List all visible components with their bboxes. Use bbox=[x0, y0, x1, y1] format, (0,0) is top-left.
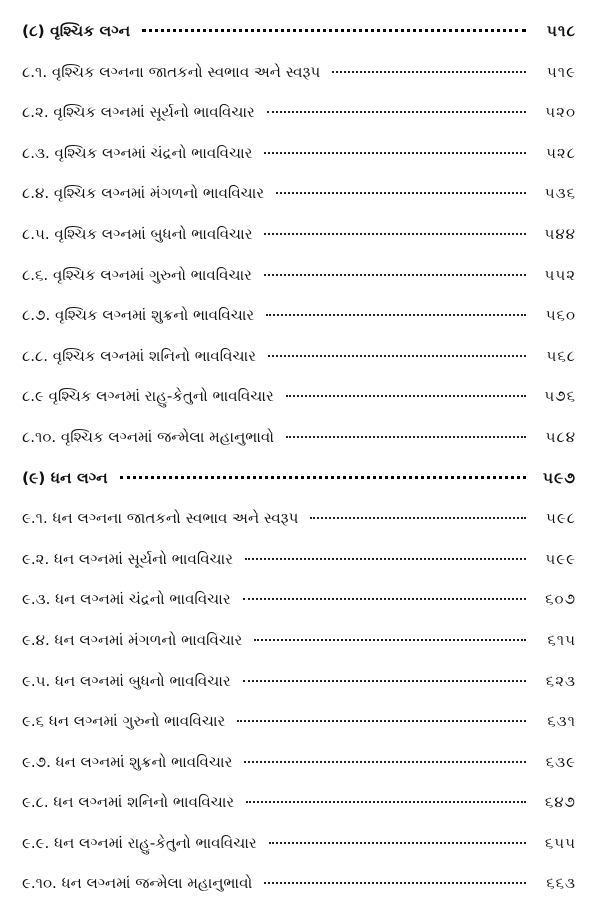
toc-entry bbox=[22, 266, 576, 307]
toc-entry-label: ૮.૩. વૃશ્ચિક લગ્નમાં ચંદ્રનો ભાવવિચાર bbox=[22, 143, 253, 162]
toc-entry-page-number: ૫૯૭ bbox=[542, 468, 576, 487]
toc-entry-page-number: ૫૩૬ bbox=[544, 184, 576, 203]
dot-leader bbox=[142, 29, 526, 32]
toc-entry-label: ૮.૪. વૃશ્ચિક લગ્નમાં મંગળનો ભાવવિચાર bbox=[22, 184, 265, 203]
toc-section-heading bbox=[22, 22, 576, 63]
toc-entry-page-number: ૬૩૯ bbox=[545, 752, 576, 771]
dot-leader bbox=[266, 314, 526, 316]
toc-entry-label: ૯.૩. ધન લગ્નમાં ચંદ્રનો ભાવવિચાર bbox=[22, 590, 231, 609]
toc-entry-label: ૯.૧. ધન લગ્નના જાતકનો સ્વભાવ અને સ્વરૂપ bbox=[22, 509, 299, 528]
toc-entry-page-number: ૫૬૮ bbox=[546, 346, 576, 365]
toc-entry-page-number: ૬૫૫ bbox=[544, 833, 576, 852]
toc-entry bbox=[22, 753, 576, 794]
toc-entry-label: ૯.૫. ધન લગ્નમાં બુધનો ભાવવિચાર bbox=[22, 671, 231, 690]
toc-entry-page-number: ૬૪૭ bbox=[544, 793, 576, 812]
toc-entry bbox=[22, 834, 576, 875]
toc-entry bbox=[22, 793, 576, 834]
toc-entry-label: (૯) ધન લગ્ન bbox=[22, 468, 108, 487]
dot-leader bbox=[269, 842, 526, 844]
toc-entry-page-number: ૬૨૩ bbox=[545, 671, 576, 690]
toc-entry-page-number: ૫૯૯ bbox=[545, 549, 576, 568]
toc-entry-label: ૮.૯ વૃશ્ચિક લગ્નમાં રાહુ-કેતુનો ભાવવિચાર bbox=[22, 387, 274, 406]
dot-leader bbox=[264, 274, 526, 276]
toc-entry-page-number: ૫૪૪ bbox=[544, 224, 576, 243]
dot-leader bbox=[246, 801, 526, 803]
dot-leader bbox=[276, 192, 526, 194]
toc-entry bbox=[22, 103, 576, 144]
toc-section-heading bbox=[22, 469, 576, 510]
dot-leader bbox=[254, 639, 526, 641]
toc-entry-page-number: ૫૨૮ bbox=[546, 143, 576, 162]
toc-entry bbox=[22, 874, 576, 915]
toc-entry bbox=[22, 347, 576, 388]
dot-leader bbox=[332, 71, 526, 73]
dot-leader bbox=[244, 761, 526, 763]
toc-entry-page-number: ૫૧૮ bbox=[546, 22, 576, 40]
dot-leader bbox=[243, 680, 526, 682]
dot-leader bbox=[286, 436, 526, 438]
dot-leader bbox=[310, 517, 526, 519]
toc-entry-page-number: ૫૭૬ bbox=[544, 387, 576, 406]
toc-entry-page-number: ૫૫૨ bbox=[544, 265, 576, 284]
toc-entry-label: ૮.૨. વૃશ્ચિક લગ્નમાં સૂર્યનો ભાવવિચાર bbox=[22, 103, 255, 122]
toc-entry-label: ૯.૬ ધન લગ્નમાં ગુરુનો ભાવવિચાર bbox=[22, 712, 226, 731]
dot-leader bbox=[264, 152, 526, 154]
toc-entry-label: ૯.૨. ધન લગ્નમાં સૂર્યનો ભાવવિચાર bbox=[22, 549, 233, 568]
dot-leader bbox=[264, 882, 526, 884]
toc-entry bbox=[22, 63, 576, 104]
toc-entry-page-number: ૫૨૦ bbox=[545, 103, 576, 122]
toc-entry-page-number: ૬૬૩ bbox=[546, 874, 576, 893]
toc-entry bbox=[22, 144, 576, 185]
toc-entry-page-number: ૫૧૯ bbox=[546, 62, 576, 81]
toc-entry-page-number: ૬૦૭ bbox=[545, 590, 576, 609]
dot-leader bbox=[120, 476, 526, 479]
toc-entry bbox=[22, 631, 576, 672]
toc-entry bbox=[22, 225, 576, 266]
toc-entry-label: ૮.૬. વૃશ્ચિક લગ્નમાં ગુરુનો ભાવવિચાર bbox=[22, 265, 252, 284]
dot-leader bbox=[237, 720, 526, 722]
toc-entry bbox=[22, 590, 576, 631]
toc-entry bbox=[22, 387, 576, 428]
dot-leader bbox=[264, 233, 526, 235]
toc-entry-label: ૮.૧. વૃશ્ચિક લગ્નના જાતકનો સ્વભાવ અને સ્વરૂપ bbox=[22, 62, 321, 81]
toc-entry bbox=[22, 184, 576, 225]
toc-entry bbox=[22, 509, 576, 550]
toc-entry bbox=[22, 712, 576, 753]
toc-entry bbox=[22, 428, 576, 469]
dot-leader bbox=[245, 558, 526, 560]
toc-entry-label: ૮.૧૦. વૃશ્ચિક લગ્નમાં જન્મેલા મહાનુભાવો bbox=[22, 427, 275, 446]
toc-entry-label: (૮) વૃશ્ચિક લગ્ન bbox=[22, 22, 131, 40]
toc-entry-label: ૯.૧૦. ધન લગ્નમાં જન્મેલા મહાનુભાવો bbox=[22, 874, 253, 893]
toc-entry-page-number: ૫૬૦ bbox=[545, 306, 576, 325]
toc-entry-label: ૮.૫. વૃશ્ચિક લગ્નમાં બુધનો ભાવવિચાર bbox=[22, 224, 253, 243]
toc-entry bbox=[22, 306, 576, 347]
toc-entry-label: ૯.૪. ધન લગ્નમાં મંગળનો ભાવવિચાર bbox=[22, 630, 243, 649]
dot-leader bbox=[268, 355, 526, 357]
toc-entry-page-number: ૫૯૮ bbox=[546, 509, 576, 528]
dot-leader bbox=[267, 111, 526, 113]
toc-entry-label: ૯.૯. ધન લગ્નમાં રાહુ-કેતુનો ભાવવિચાર bbox=[22, 833, 257, 852]
dot-leader bbox=[286, 395, 526, 397]
toc-entry-label: ૯.૭. ધન લગ્નમાં શુક્રનો ભાવવિચાર bbox=[22, 752, 233, 771]
dot-leader bbox=[243, 598, 526, 600]
toc-entry-label: ૮.૭. વૃશ્ચિક લગ્નમાં શુક્રનો ભાવવિચાર bbox=[22, 306, 255, 325]
toc-entry bbox=[22, 550, 576, 591]
toc-entry-page-number: ૬૩૧ bbox=[547, 712, 576, 731]
toc-entry-page-number: ૫૮૪ bbox=[545, 427, 576, 446]
toc-entry-label: ૮.૮. વૃશ્ચિક લગ્નમાં શનિનો ભાવવિચાર bbox=[22, 346, 256, 365]
toc-entry-label: ૯.૮. ધન લગ્નમાં શનિનો ભાવવિચાર bbox=[22, 793, 235, 812]
toc-entry bbox=[22, 672, 576, 713]
toc-entry-page-number: ૬૧૫ bbox=[547, 630, 576, 649]
